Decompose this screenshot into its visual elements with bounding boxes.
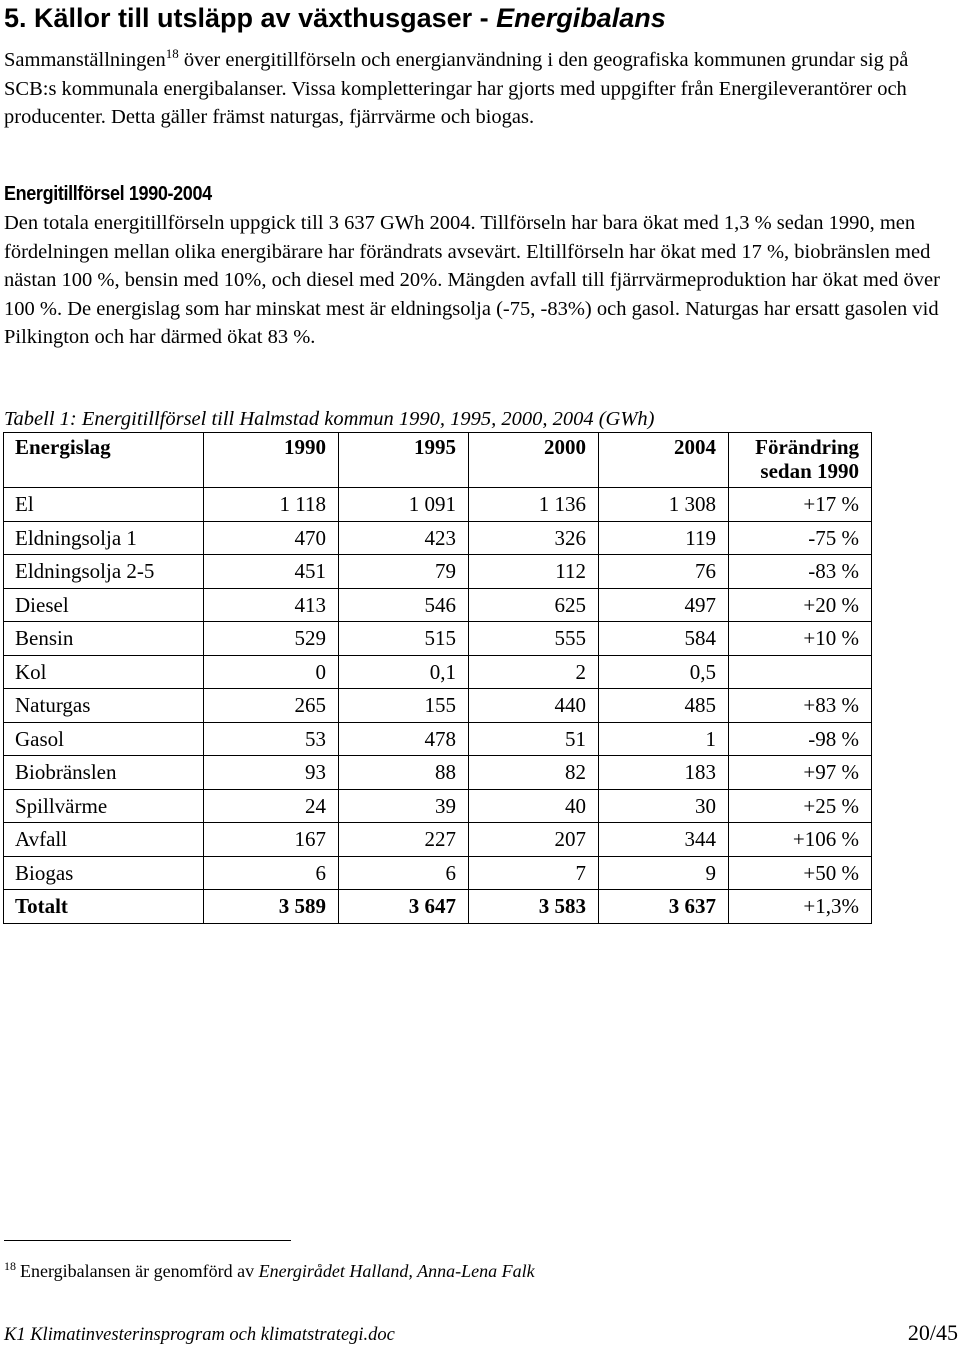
cell-2000: 112 <box>469 555 599 589</box>
cell-1995: 88 <box>339 756 469 790</box>
cell-energislag: Eldningsolja 2-5 <box>4 555 204 589</box>
cell-2004: 76 <box>599 555 729 589</box>
cell-energislag: Gasol <box>4 722 204 756</box>
page-title-main: 5. Källor till utsläpp av växthusgaser - <box>4 3 497 33</box>
table-row <box>4 555 872 589</box>
cell-energislag: Avfall <box>4 823 204 857</box>
cell-change: +106 % <box>729 823 872 857</box>
cell-2004: 584 <box>599 622 729 656</box>
footnote-separator <box>4 1240 291 1241</box>
cell-1990: 413 <box>204 588 339 622</box>
total-2000: 3 583 <box>469 890 599 924</box>
cell-change: -83 % <box>729 555 872 589</box>
cell-2000: 555 <box>469 622 599 656</box>
cell-change: +83 % <box>729 689 872 723</box>
cell-1995: 227 <box>339 823 469 857</box>
footer-page-number: 20/45 <box>907 1320 958 1345</box>
footnote-reference[interactable]: 18 <box>165 46 179 61</box>
table-caption: Tabell 1: Energitillförsel till Halmstad kommun 1990, 1995, 2000, 2004 (GWh) <box>4 408 655 430</box>
energy-supply-table <box>3 432 872 924</box>
header-change-line2: sedan 1990 <box>760 459 859 483</box>
cell-1990: 167 <box>204 823 339 857</box>
header-1990: 1990 <box>204 433 339 488</box>
cell-1995: 515 <box>339 622 469 656</box>
cell-change: -75 % <box>729 521 872 555</box>
cell-1990: 451 <box>204 555 339 589</box>
cell-2004: 119 <box>599 521 729 555</box>
cell-2000: 51 <box>469 722 599 756</box>
cell-2000: 7 <box>469 856 599 890</box>
cell-1990: 529 <box>204 622 339 656</box>
section-heading: Energitillförsel 1990-2004 <box>4 183 212 205</box>
cell-2000: 82 <box>469 756 599 790</box>
cell-energislag: Diesel <box>4 588 204 622</box>
cell-1990: 6 <box>204 856 339 890</box>
cell-1990: 93 <box>204 756 339 790</box>
cell-energislag: Eldningsolja 1 <box>4 521 204 555</box>
cell-energislag: El <box>4 488 204 522</box>
cell-2000: 2 <box>469 655 599 689</box>
cell-1990: 0 <box>204 655 339 689</box>
table-row <box>4 655 872 689</box>
cell-energislag: Spillvärme <box>4 789 204 823</box>
intro-paragraph <box>4 40 954 132</box>
footnote-text: Energibalansen är genomförd av <box>20 1261 259 1281</box>
page-title <box>4 1 666 35</box>
table-row <box>4 722 872 756</box>
page-title-emphasis: Energibalans <box>496 3 666 33</box>
cell-1990: 53 <box>204 722 339 756</box>
cell-1995: 155 <box>339 689 469 723</box>
table-total-row <box>4 890 872 924</box>
cell-2004: 0,5 <box>599 655 729 689</box>
cell-1995: 478 <box>339 722 469 756</box>
cell-1995: 1 091 <box>339 488 469 522</box>
cell-change: +17 % <box>729 488 872 522</box>
cell-2004: 9 <box>599 856 729 890</box>
cell-2004: 497 <box>599 588 729 622</box>
total-1995: 3 647 <box>339 890 469 924</box>
total-2004: 3 637 <box>599 890 729 924</box>
cell-1995: 423 <box>339 521 469 555</box>
footnote-source: Energirådet Halland, Anna-Lena Falk <box>258 1261 535 1281</box>
table-header-row <box>4 433 872 488</box>
cell-change: +25 % <box>729 789 872 823</box>
cell-energislag: Naturgas <box>4 689 204 723</box>
header-energislag: Energislag <box>4 433 204 488</box>
cell-2000: 207 <box>469 823 599 857</box>
header-2000: 2000 <box>469 433 599 488</box>
cell-2004: 30 <box>599 789 729 823</box>
cell-energislag: Biogas <box>4 856 204 890</box>
total-1990: 3 589 <box>204 890 339 924</box>
cell-change: +97 % <box>729 756 872 790</box>
cell-1990: 24 <box>204 789 339 823</box>
table-row <box>4 856 872 890</box>
header-change-line1: Förändring <box>755 435 859 459</box>
cell-change: -98 % <box>729 722 872 756</box>
cell-1995: 79 <box>339 555 469 589</box>
total-label: Totalt <box>4 890 204 924</box>
header-2004: 2004 <box>599 433 729 488</box>
table-row <box>4 488 872 522</box>
cell-2004: 1 <box>599 722 729 756</box>
table-row <box>4 521 872 555</box>
header-change <box>729 433 872 488</box>
cell-2004: 344 <box>599 823 729 857</box>
cell-2004: 1 308 <box>599 488 729 522</box>
cell-1995: 0,1 <box>339 655 469 689</box>
header-1995: 1995 <box>339 433 469 488</box>
cell-2000: 326 <box>469 521 599 555</box>
intro-text-start: Sammanställningen <box>4 49 166 71</box>
table-row <box>4 756 872 790</box>
table-row <box>4 588 872 622</box>
footer-document-name: K1 Klimatinvesterinsprogram och klimatstrategi.doc <box>4 1325 395 1345</box>
cell-1990: 1 118 <box>204 488 339 522</box>
cell-2000: 625 <box>469 588 599 622</box>
table-row <box>4 823 872 857</box>
cell-2004: 485 <box>599 689 729 723</box>
cell-1995: 6 <box>339 856 469 890</box>
cell-2000: 440 <box>469 689 599 723</box>
cell-change <box>729 655 872 689</box>
cell-1990: 265 <box>204 689 339 723</box>
intro-text-rest: över energitillförseln och energianvändning i den geografiska kommunen grundar sig på SCB:s kommunala energibalanser. Vissa kompletteringar har gjorts med uppgifter från Energileverantörer och producenter. Detta gäller främst naturgas, fjärrvärme och biogas. <box>4 49 909 128</box>
cell-2000: 40 <box>469 789 599 823</box>
table-row <box>4 789 872 823</box>
footnote <box>4 1253 535 1284</box>
table-row <box>4 622 872 656</box>
cell-1995: 39 <box>339 789 469 823</box>
table-row <box>4 689 872 723</box>
total-change: +1,3% <box>729 890 872 924</box>
cell-energislag: Bensin <box>4 622 204 656</box>
cell-2000: 1 136 <box>469 488 599 522</box>
cell-change: +50 % <box>729 856 872 890</box>
cell-change: +20 % <box>729 588 872 622</box>
section-body-paragraph: Den totala energitillförseln uppgick till 3 637 GWh 2004. Tillförseln har bara ökat med 1,3 % sedan 1990, men fördelningen mellan olika energibärare har förändrats avsevärt. Eltillförseln har ökat med 17 %, biobränslen med nästan 100 %, bensin med 10%, och diesel med 20%. Mängden avfall till fjärrvärmeproduktion har ökat med över 100 %. De energislag som har minskat mest är eldningsolja (-75, -83%) och gasol. Naturgas har ersatt gasolen vid Pilkington och har därmed ökat 83 %. <box>4 212 940 348</box>
cell-energislag: Kol <box>4 655 204 689</box>
footnote-number: 18 <box>4 1259 16 1273</box>
cell-energislag: Biobränslen <box>4 756 204 790</box>
cell-change: +10 % <box>729 622 872 656</box>
cell-1995: 546 <box>339 588 469 622</box>
cell-1990: 470 <box>204 521 339 555</box>
cell-2004: 183 <box>599 756 729 790</box>
